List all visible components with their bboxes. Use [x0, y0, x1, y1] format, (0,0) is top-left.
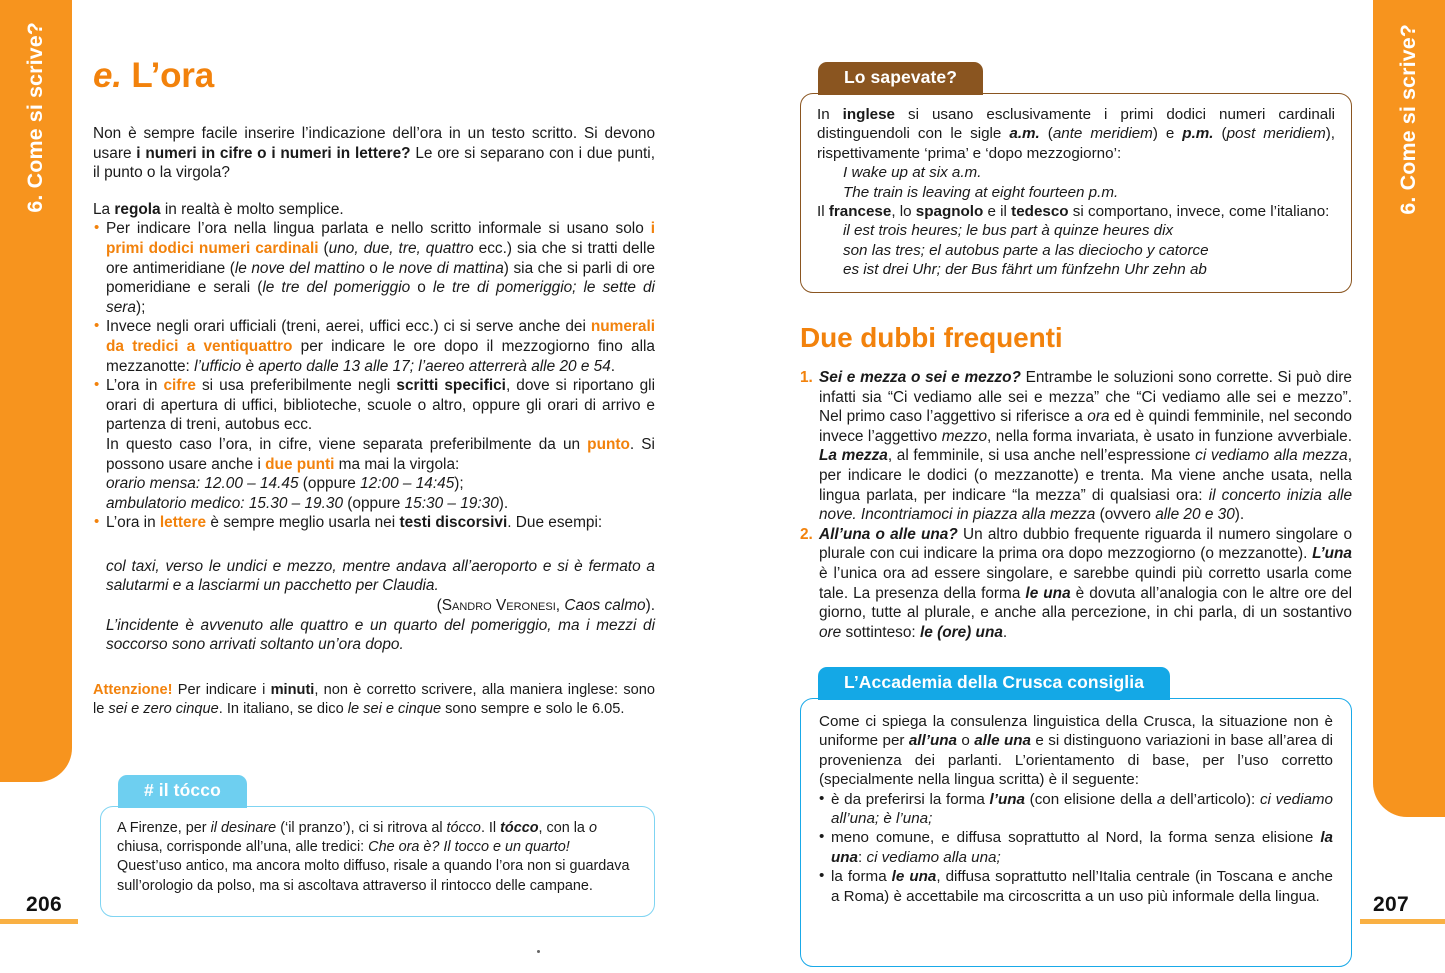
crusca-bullet-1 — [819, 790, 1333, 829]
tocco-callout-box — [100, 775, 655, 919]
att-t4: sono sempre e solo le 6.05. — [441, 701, 625, 718]
attrib-close: ). — [645, 597, 655, 615]
page-title-text: L’ora — [131, 56, 214, 95]
r1-t2: ( — [318, 239, 329, 257]
lo-sapevate-callout-box — [800, 62, 1352, 295]
r3-t1: L’ora in — [106, 377, 164, 395]
attrib-author: Sandro Veronesi — [441, 597, 556, 615]
d2-bi1: L’una — [1312, 545, 1352, 563]
cr-b: o — [956, 732, 975, 750]
time-example-1 — [93, 474, 655, 494]
regola-bold: regola — [114, 200, 161, 218]
r1-it1: uno, due, tre, quattro — [328, 239, 474, 257]
d2-it1: ore — [819, 623, 842, 641]
r1-t5: ) sia che si parli di ore pomeridiane e serali ( — [106, 259, 655, 297]
tc-it1: il desinare — [210, 820, 277, 836]
ex1-t: (oppure — [298, 475, 361, 493]
r1-it4: le tre del pomeriggio — [262, 279, 411, 297]
cb1-a: è da preferirsi la forma — [831, 790, 990, 808]
d2-t3: è dovuta all’analogia con le altre ore del giorno, tutte al plurale, e anche alla percezione, in chi parla, di un sostantivo — [819, 584, 1352, 622]
sv2-de: tedesco — [1011, 203, 1069, 221]
d1-it1: ora — [1087, 408, 1110, 426]
r3-bold: scritti specifici — [396, 377, 506, 395]
page-title — [93, 0, 655, 96]
d2-t4: sottinteso: — [841, 623, 920, 641]
sv-bold: inglese — [842, 106, 896, 123]
tocco-paragraph-2: Quest’uso antico, ma ancora molto diffuso, risale a quando l’ora non si guardava sull’orologio da polso, ma si ascoltava attraverso il rintocco delle campane. — [117, 858, 630, 894]
tocco-box-tab: # il tócco — [118, 775, 247, 808]
crusca-callout-box — [800, 667, 1352, 969]
attenzione-label: Attenzione! — [93, 681, 173, 698]
r3c-t1: In questo caso l’ora, in cifre, viene separata preferibilmente da un — [106, 435, 588, 453]
intro-text-b: Le ore si separano con i due punti, il punto o la virgola? — [93, 144, 655, 182]
rule-item-2 — [93, 317, 655, 376]
ex1-t2: ); — [454, 475, 464, 493]
attrib-work: Caos calmo — [564, 597, 646, 615]
crusca-paragraph-1 — [819, 712, 1333, 790]
d1-it3: ci vediamo alla mezza — [1195, 447, 1348, 465]
quote-1-text: col taxi, verso le undici e mezzo, mentre andava all’aeroporto e si è fermato a salutarmi e a lasciarmi un pacchetto per Claudia. — [106, 557, 655, 595]
regola-paragraph — [93, 200, 655, 220]
cb1-bi: l’una — [989, 790, 1025, 808]
ex1-it: orario mensa: 12.00 – 14.45 — [106, 475, 299, 493]
sv2-fr: francese — [828, 203, 892, 221]
literary-quote-2 — [93, 616, 655, 655]
cb2-b: : — [858, 848, 867, 866]
crusca-bullet-3 — [819, 867, 1333, 906]
cr-a: Come ci spiega la consulenza linguistica della Crusca, la situazione non è uniforme per — [819, 713, 1333, 750]
sapevate-example-en-1: I wake up at six a.m. — [843, 164, 982, 182]
sapevate-paragraph-1 — [817, 105, 1335, 163]
tc-a: A Firenze, per — [117, 820, 211, 836]
cb2-it: ci vediamo alla una; — [866, 848, 1001, 866]
cb2-a: meno comune, e diffusa soprattutto al Nord, la forma senza elisione — [831, 829, 1321, 847]
d2-t1: Un altro dubbio frequente riguarda il numero singolare o plurale con cui indicare la prima ora dopo mezzogiorno (o mezzanotte). — [819, 525, 1353, 563]
cb1-it2: ci vediamo all’una; è l’una; — [831, 790, 1333, 828]
att-t2: , non è corretto scrivere, alla maniera inglese: sono le — [93, 681, 655, 718]
att-it1: sei e zero cinque — [108, 701, 219, 718]
r3c-orange1: punto — [587, 435, 630, 453]
d1-it2: mezzo — [941, 427, 988, 445]
tocco-box-body — [100, 806, 655, 917]
attrib-sep: , — [555, 597, 565, 615]
d1-t6: (ovvero — [1095, 506, 1156, 524]
sv-am: a.m. — [1009, 125, 1040, 143]
cr-bi1: all’una — [908, 732, 957, 750]
ex2-t: (oppure — [343, 494, 405, 512]
dubbi-item-1 — [800, 368, 1352, 525]
sapevate-example-de: es ist drei Uhr; der Bus fährt um fünfzehn Uhr zehn ab — [843, 261, 1207, 279]
sv2-es: spagnolo — [915, 203, 984, 221]
lo-sapevate-box-body — [800, 93, 1352, 293]
d1-t2: ed è quindi femminile, nel secondo invece l’aggettivo — [819, 408, 1352, 445]
rule-item-4 — [93, 513, 655, 533]
cb3-a: la forma — [831, 868, 892, 886]
time-example-2 — [93, 494, 655, 514]
d1-bi1: La mezza — [819, 447, 888, 465]
r1-orange: i primi dodici numeri cardinali — [106, 220, 655, 257]
d2-t2: è l’unica ora ad essere singolare, e sarebbe quindi più corretto usarla come tale. La presenza della forma — [819, 564, 1352, 602]
d1-it5: alle 20 e 30 — [1155, 506, 1235, 524]
chapter-tab-right — [1373, 0, 1445, 817]
sv-d: ) e — [1152, 125, 1183, 143]
r1-t4: o — [364, 259, 383, 277]
r3-orange: cifre — [163, 377, 196, 395]
r4-t2: è sempre meglio usarla nei — [206, 514, 400, 532]
d1-t5: , per indicare le dodici (o mezzanotte) e trenta. Ma viene anche usata, nella lingua parlata, per indicare “la mezza” di qualsiasi ora: — [819, 447, 1353, 504]
page-number-right: 207 — [1373, 893, 1409, 916]
lo-sapevate-box-tab: Lo sapevate? — [818, 62, 983, 95]
sv-c: ( — [1039, 125, 1053, 143]
r3c-t2: . Si possono usare anche i — [106, 435, 655, 473]
cb1-b: (con elisione della — [1024, 790, 1157, 808]
ex1-it2: 12:00 – 14:45 — [360, 475, 455, 493]
dubbi-heading: Due dubbi frequenti — [800, 322, 1063, 353]
tc-d: , con la — [538, 820, 589, 836]
r1-it2: le nove del mattino — [234, 259, 365, 277]
r2-orange: numerali da tredici a ventiquattro — [106, 318, 655, 355]
sv-a: In — [817, 106, 843, 123]
att-t1: Per indicare i — [172, 681, 271, 698]
r3-t3: , dove si riportano gli orari di apertura di uffici, biblioteche, scuole o altro, oppure gli orari di arrivo e partenza di treni, autobus ecc. — [106, 377, 656, 434]
d1-it4: il concerto inizia alle nove. Incontriamoci in piazza alla mezza — [819, 486, 1353, 524]
dubbi-list — [800, 354, 1352, 642]
intro-question-bold: i numeri in cifre o i numeri in lettere? — [136, 144, 411, 162]
cr-bi2: alle una — [974, 732, 1031, 750]
sv-b: si usano esclusivamente i primi dodici numeri cardinali distinguendoli con le sigle — [817, 106, 1335, 143]
att-bold: minuti — [270, 681, 315, 698]
cb3-bi: le una — [891, 868, 937, 886]
chapter-tab-left — [0, 0, 72, 782]
rule-item-3 — [93, 376, 655, 435]
sv-pm: p.m. — [1182, 125, 1214, 143]
rules-list — [93, 219, 655, 435]
chapter-tab-right-label: 6. Come si scrive? — [1396, 24, 1420, 215]
page-title-letter: e. — [93, 56, 122, 95]
d2-bi2: le una — [1025, 584, 1071, 602]
page-number-left: 206 — [26, 893, 62, 916]
d1-t3: , nella forma invariata, è usato in funzione avverbiale. — [987, 427, 1352, 445]
page-number-rule-left — [0, 919, 78, 924]
d1-t4: , al femminile, si usa anche nell’espressione — [887, 447, 1196, 465]
sv2-d: si comportano, invece, come l’italiano: — [1068, 203, 1330, 221]
crusca-bullet-2 — [819, 828, 1333, 867]
r4-t3: . Due esempi: — [507, 514, 603, 532]
tc-e: chiusa, corrisponde all’una, alle tredici: — [117, 839, 369, 856]
registration-dot — [537, 950, 540, 953]
literary-quote-1 — [93, 557, 655, 596]
right-page-column — [800, 322, 1352, 642]
attrib-open: ( — [436, 597, 442, 615]
dubbi-1-head: Sei e mezza o sei e mezzo? — [819, 369, 1021, 386]
dubbi-item-2 — [800, 525, 1352, 643]
r3-t2: si usa preferibilmente negli — [195, 377, 397, 395]
quote-1-attribution — [93, 596, 655, 616]
tocco-paragraph-1 — [117, 819, 638, 857]
d2-t5: . — [1002, 623, 1008, 641]
crusca-bullet-list — [819, 790, 1333, 906]
d1-t7: ). — [1234, 506, 1245, 524]
r4-bold: testi discorsivi — [399, 514, 508, 532]
r1-t3: ecc.) sia che si tratti delle ore antimeridiane ( — [106, 239, 656, 277]
ex2-t2: ). — [498, 494, 509, 512]
sapevate-example-es: son las tres; el autobus parte a las dieciocho y catorce — [843, 241, 1209, 259]
cb2-bi: la una — [831, 829, 1333, 866]
r1-t1: Per indicare l’ora nella lingua parlata e nello scritto informale si usano solo — [106, 220, 651, 238]
chapter-tab-left-label: 6. Come si scrive? — [23, 22, 47, 213]
regola-text-a: La — [93, 200, 115, 218]
r1-t7: ); — [135, 298, 146, 316]
dubbi-1-number: 1. — [800, 369, 813, 386]
cb1-it1: a — [1156, 790, 1166, 808]
r1-it3: le nove di mattina — [382, 259, 504, 277]
sv-it2: post meridiem — [1226, 125, 1326, 143]
cr-c: e si distinguono variazioni in base all’area di provenienza dei parlanti. L’orientamento di base, per l’uso corretto (specialmente nella lingua scritta) è il seguente: — [819, 732, 1334, 789]
regola-text-b: in realtà è molto semplice. — [160, 200, 344, 218]
ex2-it2: 15:30 – 19:30 — [404, 494, 499, 512]
r4-orange: lettere — [159, 514, 207, 532]
r3c-orange2: due punti — [265, 455, 335, 473]
sv2-c: e il — [983, 203, 1012, 221]
quote-2-text: L’incidente è avvenuto alle quattro e un quarto del pomeriggio, ma i mezzi di soccorso sono arrivati soltanto un’ora dopo. — [106, 616, 655, 654]
attenzione-note — [93, 681, 655, 719]
att-it2: le sei e cinque — [347, 701, 442, 718]
sv-f: ), rispettivamente ‘prima’ e ‘dopo mezzogiorno’: — [817, 125, 1335, 162]
r1-it5: le tre di pomeriggio; le sette di sera — [106, 279, 655, 316]
d1-t1: Entrambe le soluzioni sono corrette. Si può dire infatti sia “Ci vediamo alle sei e mezza” che “Ci vediamo alle sei e mezzo”. Nel primo caso l’aggettivo si riferisce a — [819, 369, 1352, 426]
sv2-a: Il — [817, 203, 829, 221]
rule-3-continuation — [93, 435, 655, 474]
tc-b: (‘il pranzo’), ci si ritrova al — [276, 820, 447, 836]
tc-it3: o — [588, 820, 597, 836]
sv2-b: , lo — [891, 203, 916, 221]
intro-text-a: Non è sempre facile inserire l’indicazione dell’ora in un testo scritto. Si devono usare — [93, 125, 655, 162]
crusca-box-tab: L’Accademia della Crusca consiglia — [818, 667, 1170, 700]
sv-it1: ante meridiem — [1052, 125, 1153, 143]
r1-t6: o — [410, 279, 433, 297]
att-t3: . In italiano, se dico — [218, 701, 348, 718]
sapevate-example-en-2: The train is leaving at eight fourteen p.m. — [843, 183, 1119, 201]
cb1-c: dell’articolo): — [1165, 790, 1260, 808]
rule-item-1 — [93, 219, 655, 317]
r2-t2: per indicare le ore dopo il mezzogiorno fino alla mezzanotte: — [106, 337, 655, 375]
r4-t1: L’ora in — [106, 514, 160, 532]
tc-bi: tócco — [500, 820, 539, 836]
page-number-rule-right — [1360, 919, 1445, 924]
dubbi-2-head: All’una o alle una? — [819, 525, 958, 543]
r3c-t3: ma mai la virgola: — [334, 455, 460, 473]
dubbi-2-number: 2. — [800, 525, 813, 543]
r2-t1: Invece negli orari ufficiali (treni, aerei, uffici ecc.) ci si serve anche dei — [106, 318, 591, 336]
crusca-box-body — [800, 698, 1352, 967]
rules-list-2 — [93, 513, 655, 533]
cb3-b: , diffusa soprattutto nell’Italia centrale (in Toscana e anche a Roma) è accettabile ma circoscritta a un uso più informale della lingua. — [831, 868, 1334, 905]
sapevate-paragraph-2 — [817, 202, 1335, 221]
left-page-column — [93, 0, 655, 719]
tc-c: . Il — [480, 820, 501, 836]
sv-e: ( — [1213, 125, 1227, 143]
tc-it2: tócco — [446, 820, 481, 836]
sapevate-example-fr: il est trois heures; le bus part à quinze heures dix — [843, 222, 1174, 240]
ex2-it: ambulatorio medico: 15.30 – 19.30 — [106, 494, 343, 512]
intro-paragraph — [93, 96, 655, 183]
d2-bi3: le (ore) una — [919, 623, 1003, 641]
r2-it1: l’ufficio è aperto dalle 13 alle 17; l’aereo atterrerà alle 20 e 54 — [194, 357, 611, 375]
tc-it4: Che ora è? Il tocco e un quarto! — [368, 839, 570, 856]
r2-t3: . — [610, 357, 616, 375]
